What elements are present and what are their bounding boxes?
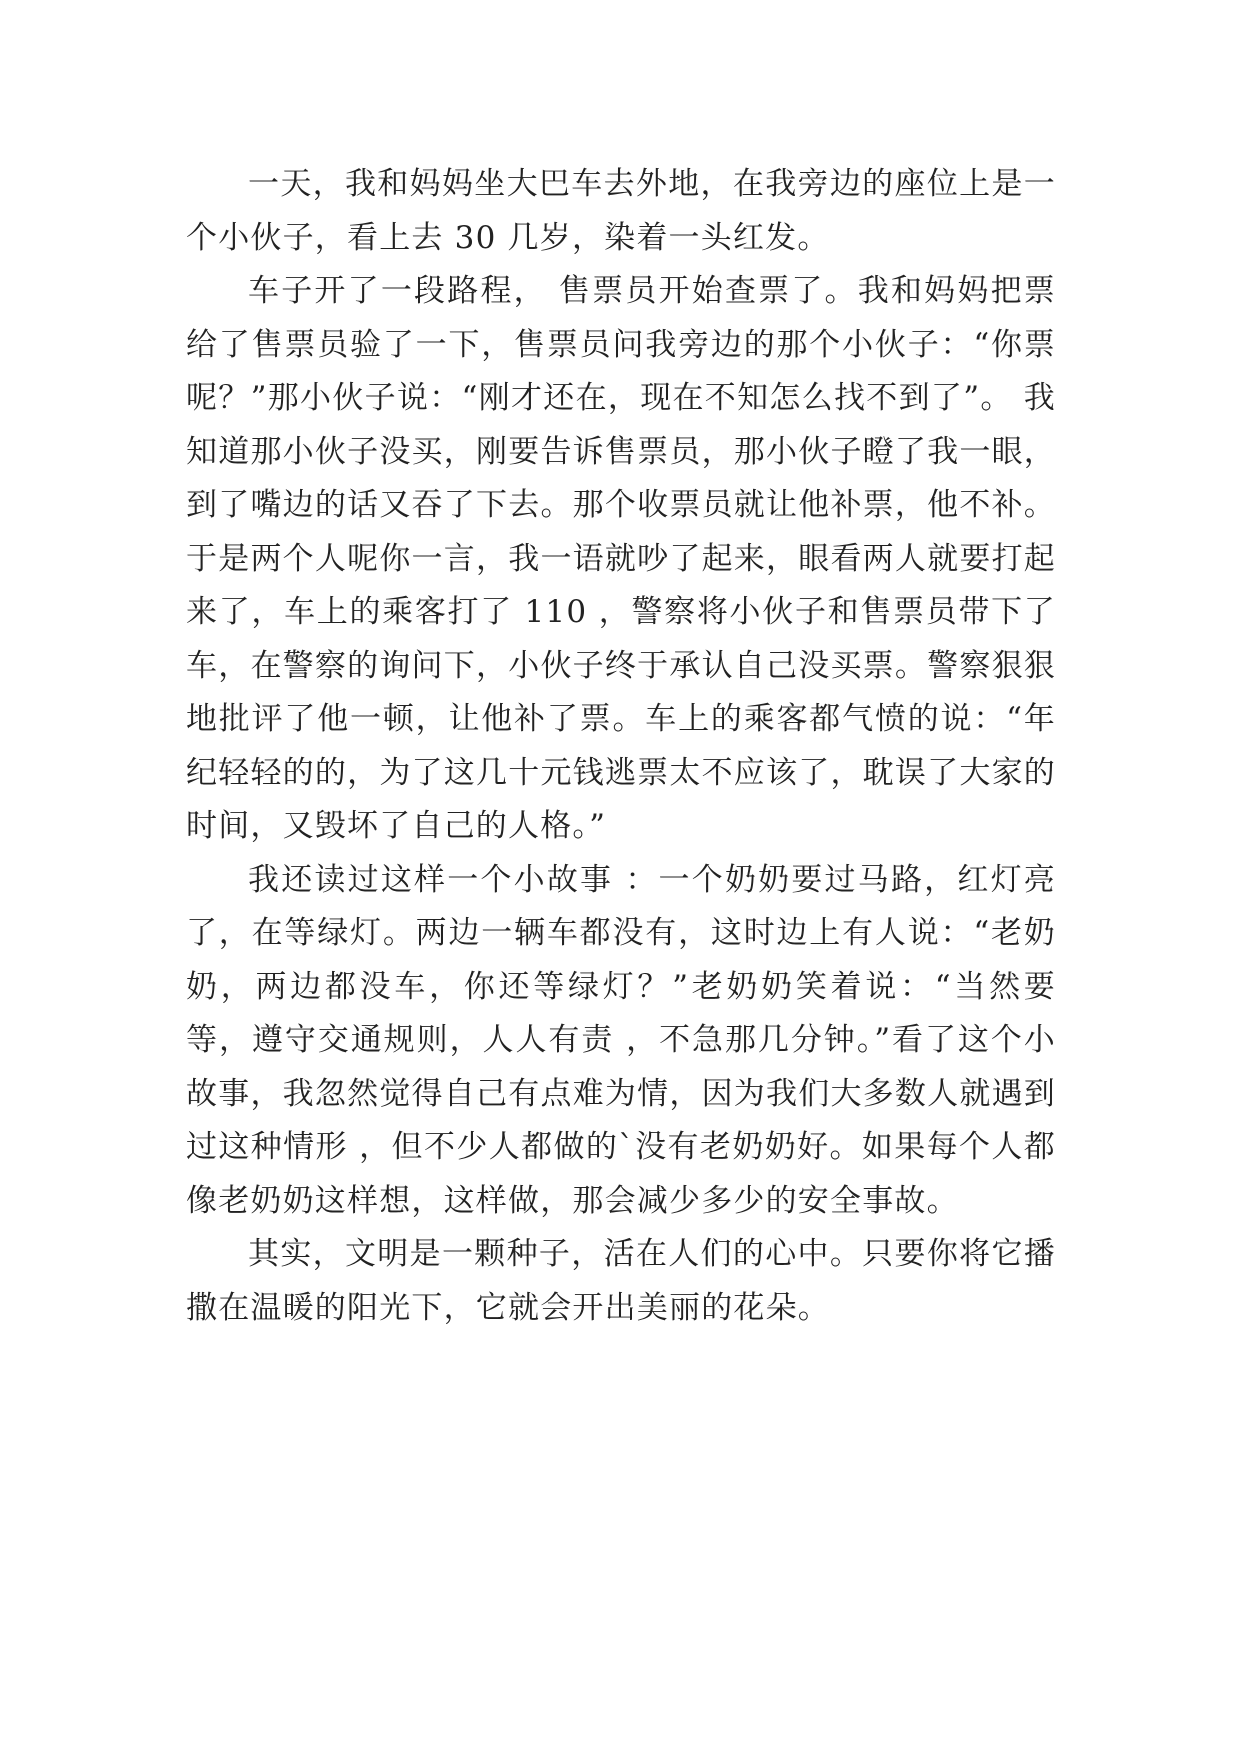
paragraph-4: 其实，文明是一颗种子，活在人们的心中。只要你将它播撒在温暖的阳光下，它就会开出美丽的花朵。	[186, 1236, 1056, 1326]
paragraph-1: 一天，我和妈妈坐大巴车去外地，在我旁边的座位上是一个小伙子，看上去 30 几岁，染着一头红发。	[186, 166, 1056, 256]
paragraph-2: 车子开了一段路程， 售票员开始查票了。我和妈妈把票给了售票员验了一下，售票员问我旁边的那个小伙子：“你票呢？”那小伙子说：“刚才还在，现在不知怎么找不到了”。 我知道那小伙子没买，刚要告诉售票员，那小伙子瞪了我一眼，到了嘴边的话又吞了下去。那个收票员就让他补票，他不补。于是两个人呢你一言，我一语就吵了起来，眼看两人就要打起来了，车上的乘客打了 110 ，警察将小伙子和售票员带下了车，在警察的询问下，小伙子终于承认自己没买票。警察狠狠地批评了他一顿，让他补了票。车上的乘客都气愤的说：“年纪轻轻的的，为了这几十元钱逃票太不应该了，耽误了大家的时间，又毁坏了自己的人格。”	[186, 273, 1056, 844]
paragraph-3: 我还读过这样一个小故事 ：一个奶奶要过马路，红灯亮了，在等绿灯。两边一辆车都没有，这时边上有人说：“老奶奶，两边都没车，你还等绿灯？”老奶奶笑着说：“当然要等，遵守交通规则，人人有责 ，不急那几分钟。”看了这个小故事，我忽然觉得自己有点难为情，因为我们大多数人就遇到过这种情形 ，但不少人都做的`没有老奶奶好。如果每个人都像老奶奶这样想，这样做，那会减少多少的安全事故。	[186, 861, 1056, 1219]
document-body	[186, 158, 1056, 1335]
